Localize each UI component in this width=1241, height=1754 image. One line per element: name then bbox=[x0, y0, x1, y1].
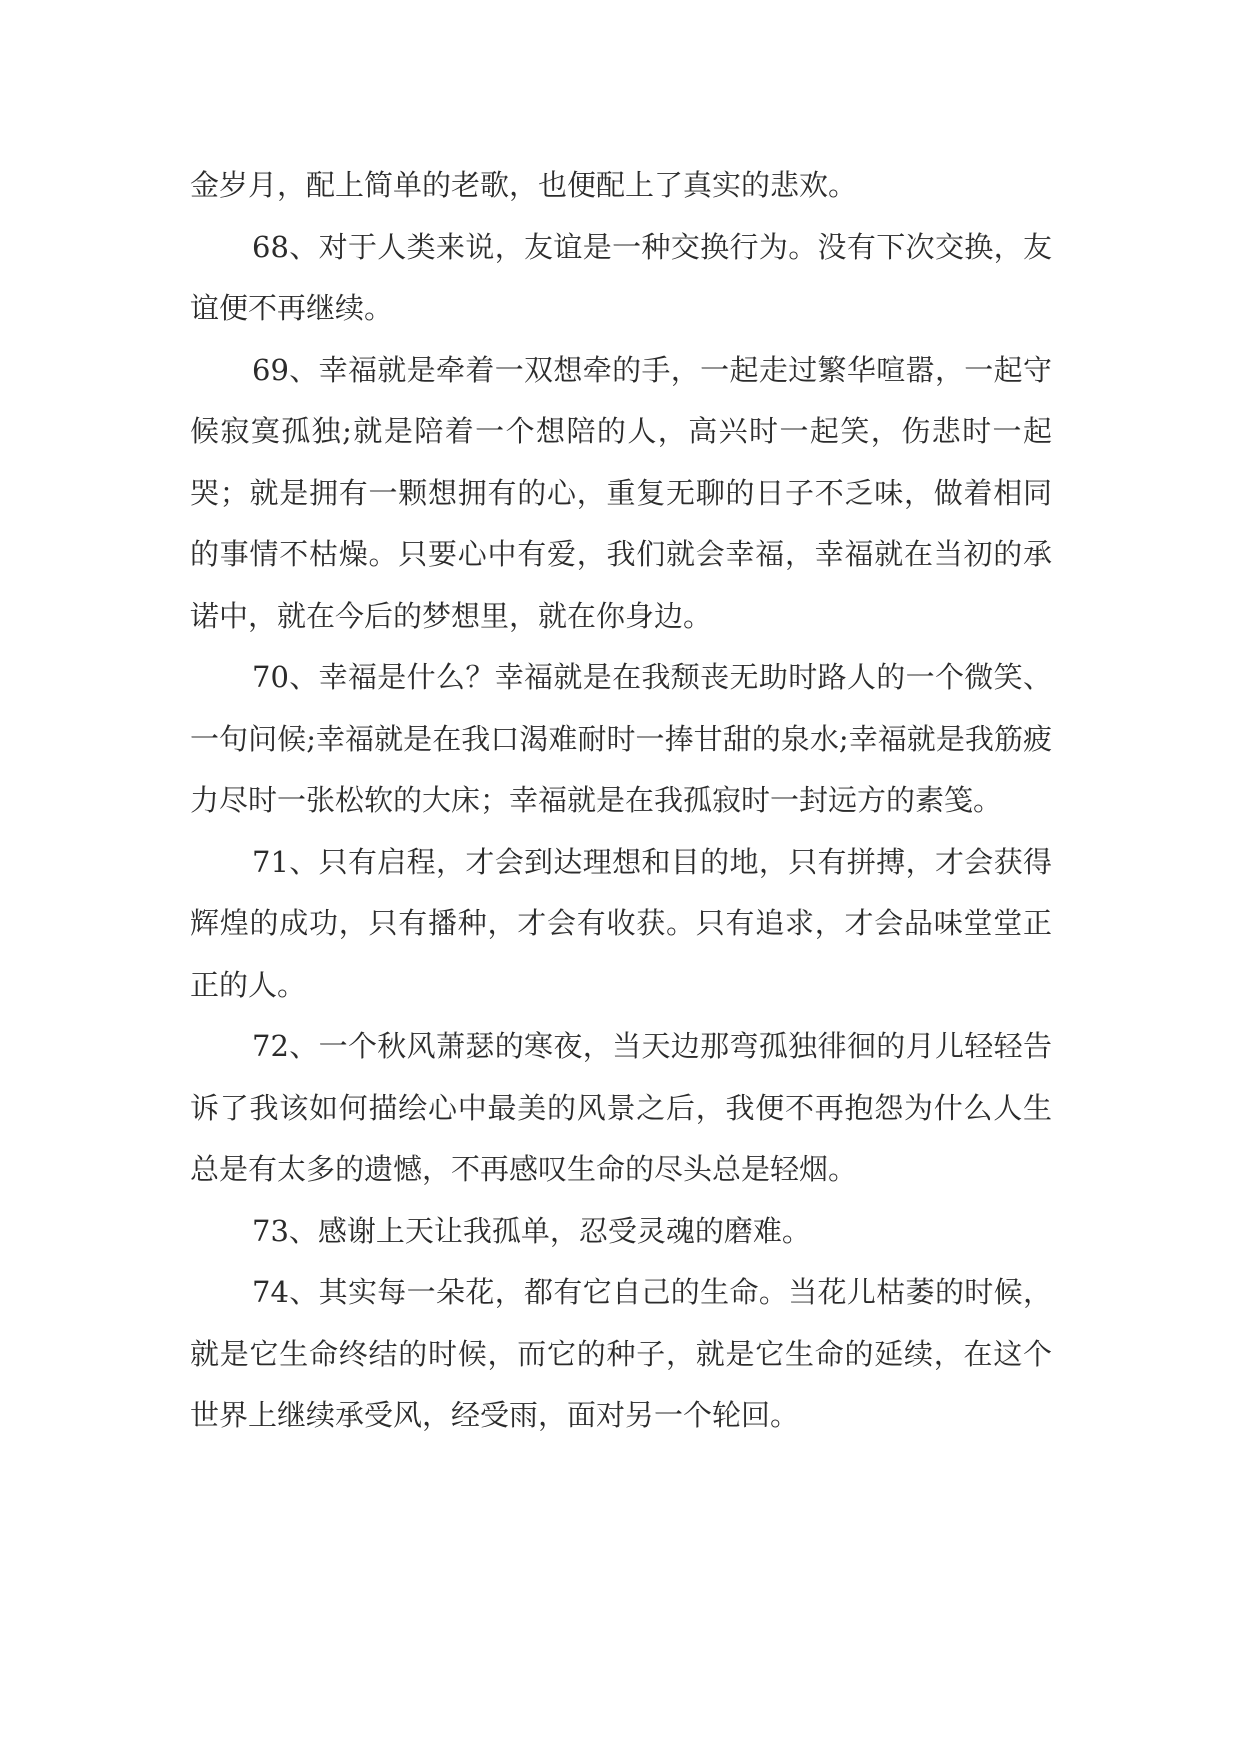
paragraph-70: 70、幸福是什么？幸福就是在我颓丧无助时路人的一个微笑、一句问候;幸福就是在我口渴难耐时一捧甘甜的泉水;幸福就是我筋疲力尽时一张松软的大床；幸福就是在我孤寂时一封远方的素笺。 bbox=[190, 660, 1052, 817]
paragraph-continued: 金岁月，配上简单的老歌，也便配上了真实的悲欢。 bbox=[190, 168, 858, 202]
paragraph-68: 68、对于人类来说，友谊是一种交换行为。没有下次交换，友谊便不再继续。 bbox=[190, 229, 1052, 325]
paragraph-73: 73、感谢上天让我孤单，忍受灵魂的磨难。 bbox=[252, 1213, 811, 1248]
paragraph-74: 74、其实每一朵花，都有它自己的生命。当花儿枯萎的时候，就是它生命终结的时候，而它的种子，就是它生命的延续，在这个世界上继续承受风，经受雨，面对另一个轮回。 bbox=[190, 1275, 1052, 1432]
paragraph-72: 72、一个秋风萧瑟的寒夜，当天边那弯孤独徘徊的月儿轻轻告诉了我该如何描绘心中最美的风景之后，我便不再抱怨为什么人生总是有太多的遗憾，不再感叹生命的尽头总是轻烟。 bbox=[190, 1029, 1052, 1186]
paragraph-69: 69、幸福就是牵着一双想牵的手，一起走过繁华喧嚣，一起守候寂寞孤独;就是陪着一个想陪的人，高兴时一起笑，伤悲时一起哭；就是拥有一颗想拥有的心，重复无聊的日子不乏味，做着相同的事情不枯燥。只要心中有爱，我们就会幸福，幸福就在当初的承诺中，就在今后的梦想里，就在你身边。 bbox=[190, 352, 1052, 633]
document-body bbox=[190, 155, 1052, 1447]
paragraph-71: 71、只有启程，才会到达理想和目的地，只有拼搏，才会获得辉煌的成功，只有播种，才会有收获。只有追求，才会品味堂堂正正的人。 bbox=[190, 844, 1052, 1002]
